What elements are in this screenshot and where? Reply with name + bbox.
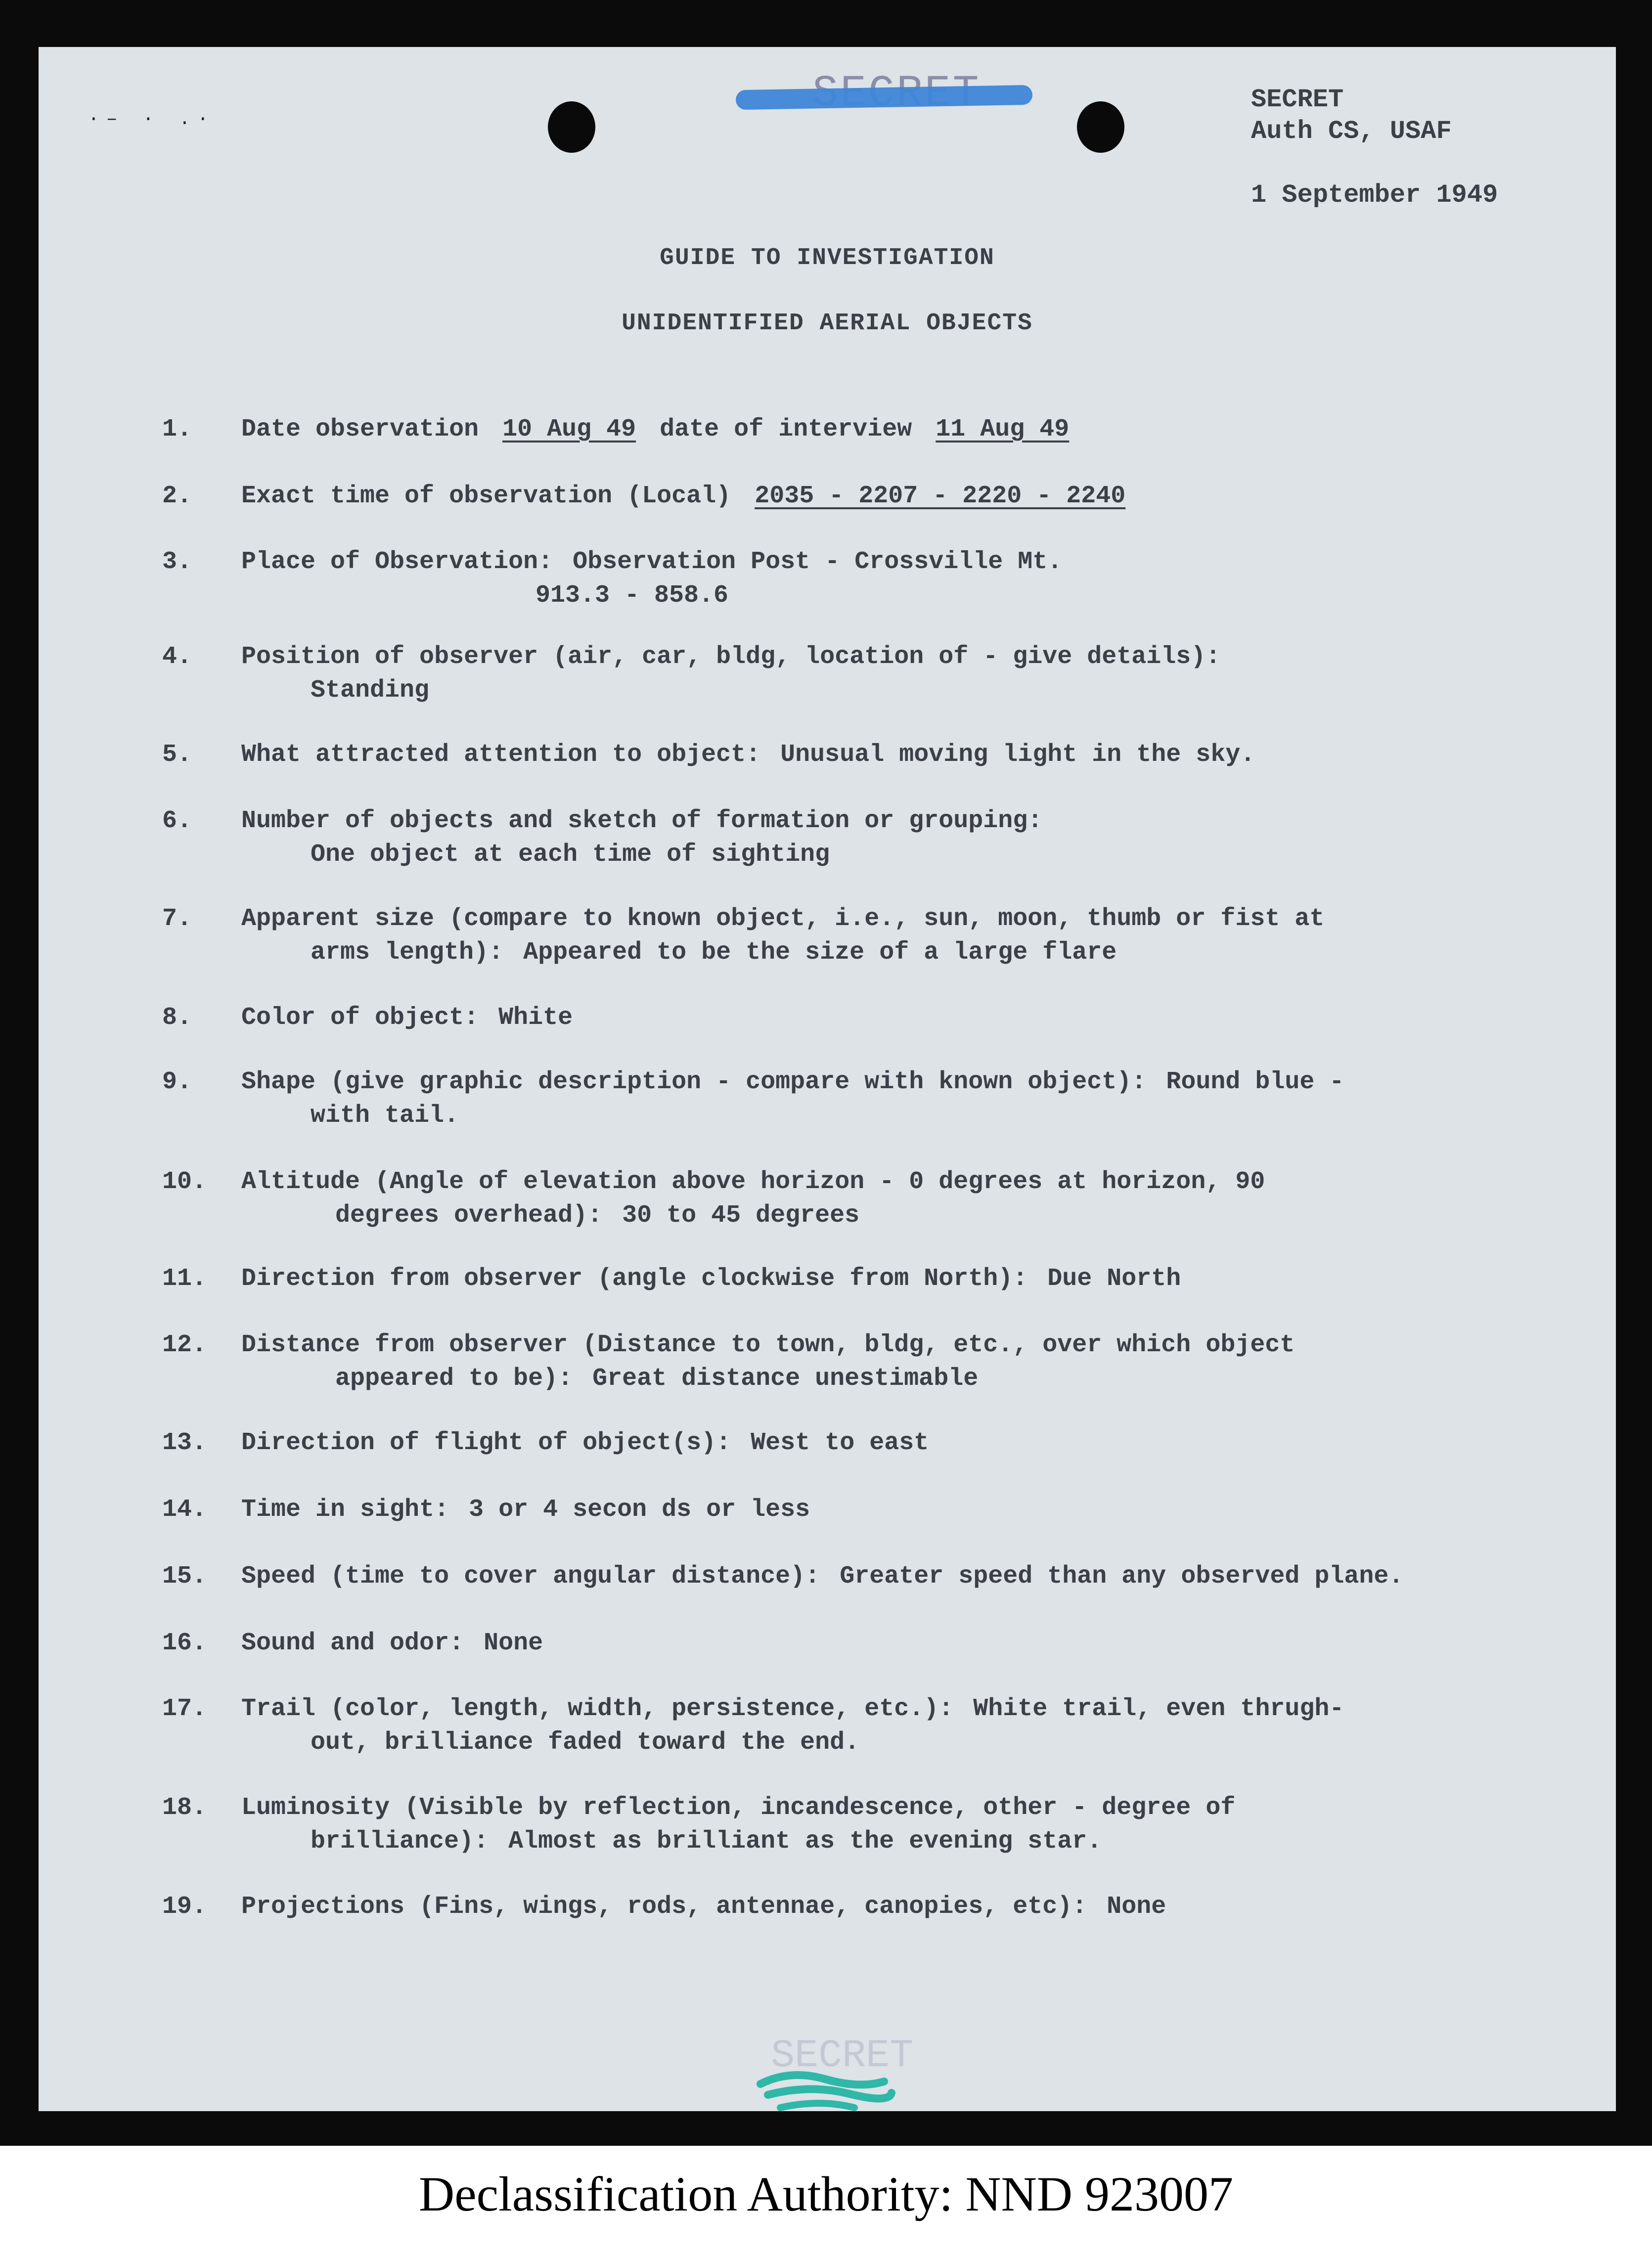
item-continuation: with tail. <box>311 1102 459 1130</box>
item-label: What attracted attention to object: <box>241 741 761 769</box>
item-text <box>241 1627 543 1660</box>
item-label: Direction from observer (angle clockwise from North): <box>241 1265 1028 1293</box>
item-text <box>241 1001 573 1035</box>
item-text <box>241 738 1255 772</box>
item-label: Sound and odor: <box>241 1629 464 1657</box>
item-value: Great distance unestimable <box>592 1365 979 1393</box>
item-continuation-label: brilliance): <box>311 1827 489 1856</box>
item-label: Direction of flight of object(s): <box>241 1429 731 1457</box>
item-continuation: 913.3 - 858.6 <box>536 581 729 610</box>
item-label: Projections (Fins, wings, rods, antennae, canopies, etc): <box>241 1893 1087 1921</box>
item-number: 3. <box>162 548 192 576</box>
document-subtitle: UNIDENTIFIED AERIAL OBJECTS <box>622 310 1033 337</box>
item-text <box>241 1262 1181 1296</box>
item-continuation-label: appeared to be): <box>335 1365 573 1393</box>
item-continuation: One object at each time of sighting <box>311 841 830 869</box>
item-number: 9. <box>162 1068 192 1096</box>
paper-specks: ·‒ · .· <box>88 109 216 130</box>
item-label: Distance from observer (Distance to town, bldg, etc., over which object <box>241 1331 1295 1359</box>
item-number: 6. <box>162 807 192 835</box>
item-value: 10 Aug 49 <box>502 415 636 443</box>
item-label: Exact time of observation (Local) <box>241 482 731 510</box>
item-label: Trail (color, length, width, persistence, etc.): <box>241 1695 954 1723</box>
item-number: 8. <box>162 1004 192 1032</box>
item-value: 2035 - 2207 - 2220 - 2240 <box>755 482 1126 510</box>
item-number: 7. <box>162 905 192 933</box>
punch-hole-right <box>1077 101 1124 153</box>
declassification-caption: Declassification Authority: NND 923007 <box>419 2167 1233 2221</box>
item-text <box>241 1426 929 1460</box>
item-label: Number of objects and sketch of formation or grouping: <box>241 807 1043 835</box>
item-value: Observation Post - Crossville Mt. <box>573 548 1063 576</box>
item-text <box>241 545 1062 579</box>
item-number: 19. <box>162 1893 207 1921</box>
item-number: 11. <box>162 1265 207 1293</box>
item-value-2: 11 Aug 49 <box>936 415 1070 443</box>
item-value: 3 or 4 secon ds or less <box>469 1496 810 1524</box>
item-value: Greater speed than any observed plane. <box>840 1562 1404 1591</box>
item-label: Apparent size (compare to known object, i.e., sun, moon, thumb or fist at <box>241 905 1325 933</box>
item-value: West to east <box>751 1429 929 1457</box>
secret-stamp-bottom: SECRET <box>770 2034 914 2079</box>
classification-authority: Auth CS, USAF <box>1251 117 1452 146</box>
item-value: Almost as brilliant as the evening star. <box>508 1827 1102 1856</box>
item-label: Altitude (Angle of elevation above horizon - 0 degrees at horizon, 90 <box>241 1168 1265 1196</box>
item-continuation <box>311 1825 1102 1859</box>
item-value: None <box>484 1629 543 1657</box>
item-continuation <box>311 936 1116 970</box>
classification-label: SECRET <box>1251 85 1344 114</box>
item-value: White trail, even thrugh- <box>973 1695 1344 1723</box>
item-number: 4. <box>162 643 192 671</box>
item-text <box>241 1890 1166 1924</box>
item-value: Round blue - <box>1166 1068 1344 1096</box>
item-number: 14. <box>162 1496 207 1524</box>
item-label: Place of Observation: <box>241 548 553 576</box>
item-continuation <box>335 1362 978 1396</box>
item-continuation: out, brilliance faded toward the end. <box>311 1728 860 1757</box>
item-text <box>241 480 1134 513</box>
punch-hole-left <box>548 101 595 153</box>
item-number: 17. <box>162 1695 207 1723</box>
item-number: 13. <box>162 1429 207 1457</box>
item-text <box>241 413 1078 446</box>
item-number: 18. <box>162 1794 207 1822</box>
item-number: 10. <box>162 1168 207 1196</box>
item-label: Luminosity (Visible by reflection, incandescence, other - degree of <box>241 1794 1236 1822</box>
item-number: 12. <box>162 1331 207 1359</box>
item-text <box>241 1493 810 1527</box>
item-text <box>241 1692 1344 1726</box>
item-number: 2. <box>162 482 192 510</box>
item-value: 30 to 45 degrees <box>622 1201 860 1230</box>
document-page <box>39 47 1616 2111</box>
item-value: White <box>498 1004 573 1032</box>
item-continuation-label: arms length): <box>311 938 504 967</box>
item-continuation-label: degrees overhead): <box>335 1201 603 1230</box>
item-label: Date observation <box>241 415 479 443</box>
green-strike-mark <box>751 2064 899 2124</box>
document-title: GUIDE TO INVESTIGATION <box>660 245 995 271</box>
item-label: Color of object: <box>241 1004 479 1032</box>
item-continuation: Standing <box>311 676 430 705</box>
item-text <box>241 1560 1403 1593</box>
item-label: Speed (time to cover angular distance): <box>241 1562 820 1591</box>
item-label: Position of observer (air, car, bldg, location of - give details): <box>241 643 1221 671</box>
item-label: Time in sight: <box>241 1496 449 1524</box>
classification-block <box>1251 84 1452 147</box>
item-value: Due North <box>1047 1265 1181 1293</box>
item-label-2: date of interview <box>660 415 912 443</box>
item-continuation <box>335 1199 859 1233</box>
item-number: 5. <box>162 741 192 769</box>
item-number: 15. <box>162 1562 207 1591</box>
item-number: 16. <box>162 1629 207 1657</box>
item-number: 1. <box>162 415 192 443</box>
item-text <box>241 1065 1344 1099</box>
item-value: Unusual moving light in the sky. <box>780 741 1255 769</box>
item-value: Appeared to be the size of a large flare <box>523 938 1117 967</box>
item-value: None <box>1107 1893 1166 1921</box>
document-date: 1 September 1949 <box>1251 180 1498 210</box>
item-label: Shape (give graphic description - compare with known object): <box>241 1068 1147 1096</box>
